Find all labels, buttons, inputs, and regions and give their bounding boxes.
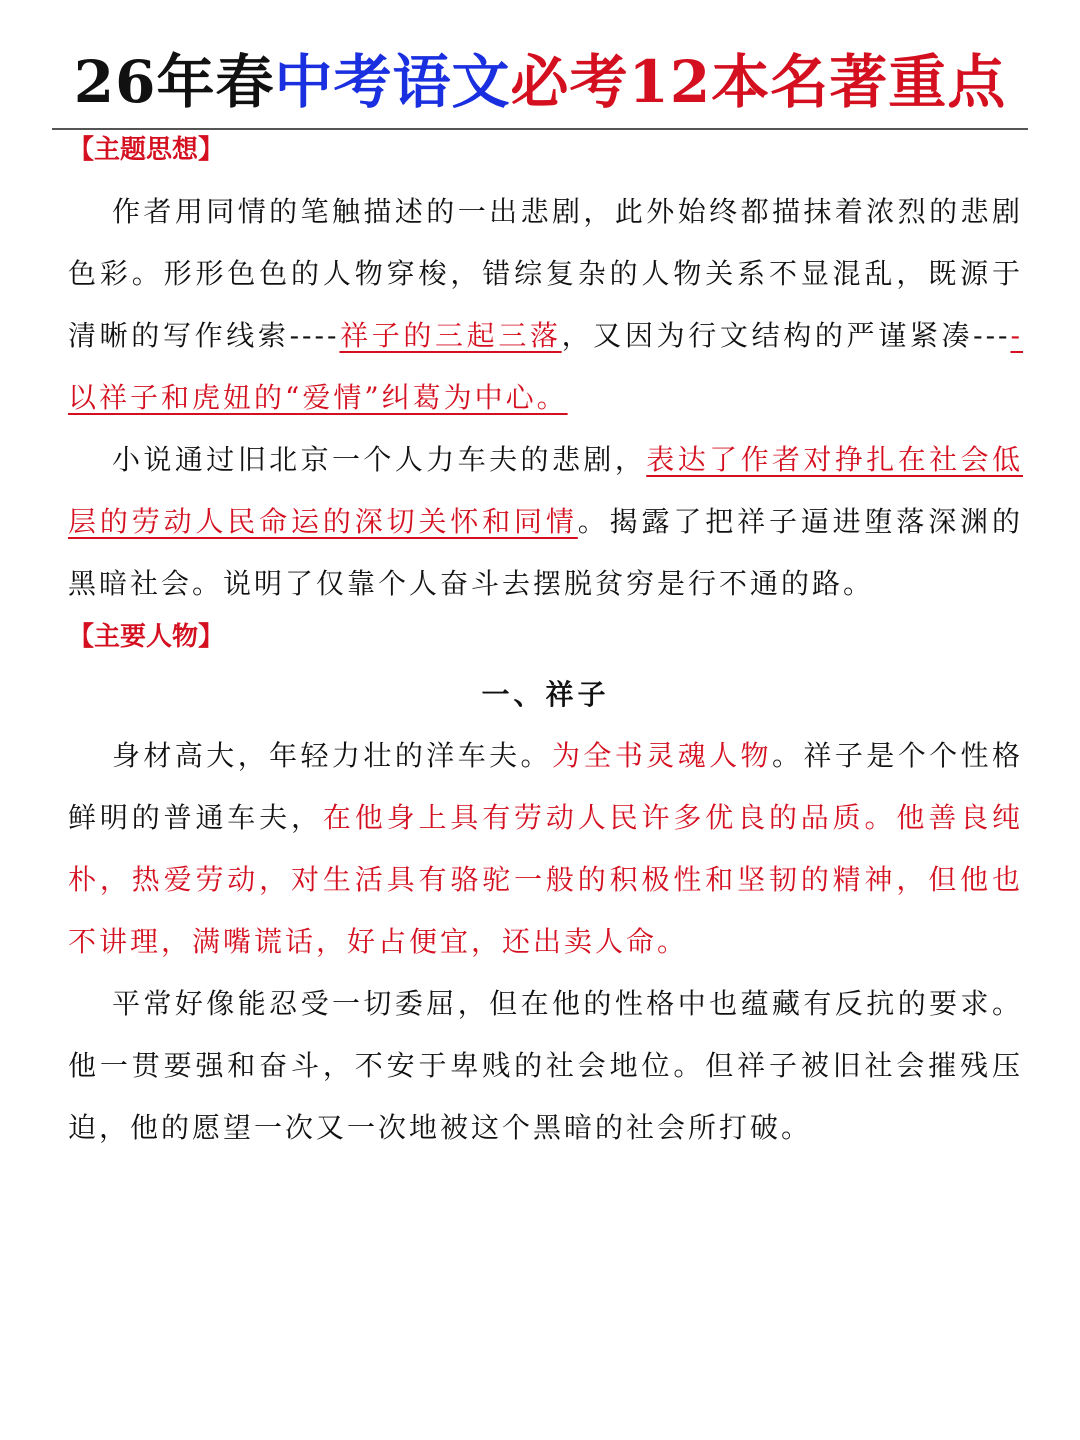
page-title	[0, 40, 1080, 124]
section-heading-theme: 【主题思想】	[68, 135, 225, 165]
char-p1-text-2: 。祥子是个个性格鲜明的普通车夫，	[68, 739, 1023, 834]
character-paragraph-2: 平常好像能忍受一切委屈，但在他的性格中也蕴藏有反抗的要求。他一贯要强和奋斗，不安于卑贱的社会地位。但祥子被旧社会摧残压迫，他的愿望一次又一次地被这个黑暗的社会所打破。	[68, 987, 1023, 1144]
char-p1-text-1: 身材高大，年轻力壮的洋车夫。	[112, 739, 552, 772]
theme-paragraph-2	[68, 429, 1023, 615]
theme-p2-text-2: 。揭露了把祥子逼进堕落深渊的黑暗社会。说明了仅靠个人奋斗去摆脱贫穷是行不通的路。	[68, 505, 1023, 600]
theme-p2-highlight: 表达了作者对挣扎在社会低层的劳动人民命运的深切关怀和同情	[68, 443, 1023, 538]
title-year: 26年春	[73, 48, 275, 116]
character-paragraph-1	[68, 725, 1023, 973]
theme-p1-text-1: 作者用同情的笔触描述的一出悲剧，此外始终都描抹着浓烈的悲剧色彩。形形色色的人物穿梭，错综复杂的人物关系不显混乱，既源于清晰的写作线索----	[68, 195, 1023, 352]
theme-p1-highlight-2: -以祥子和虎妞的“爱情”纠葛为中心。	[68, 319, 1023, 414]
theme-p2-text-1: 小说通过旧北京一个人力车夫的悲剧，	[112, 443, 647, 476]
character-subheading: 一、祥子	[481, 678, 610, 711]
char-p1-highlight-1: 为全书灵魂人物	[551, 739, 772, 772]
title-topic: 必考12本名著重点	[510, 48, 1007, 116]
theme-p1-text-2: ，又因为行文结构的严谨紧凑---	[561, 319, 1011, 352]
title-subject: 中考语文	[274, 48, 511, 116]
section-heading-characters: 【主要人物】	[68, 622, 225, 652]
char-p1-highlight-2: 在他身上具有劳动人民许多优良的品质。他善良纯朴，热爱劳动，对生活具有骆驼一般的积极性和坚韧的精神，但他也不讲理，满嘴谎话，好占便宜，还出卖人命。	[68, 801, 1023, 958]
document-body	[68, 130, 1023, 1159]
theme-paragraph-1	[68, 181, 1023, 429]
theme-p1-highlight-1: 祥子的三起三落	[339, 319, 562, 352]
